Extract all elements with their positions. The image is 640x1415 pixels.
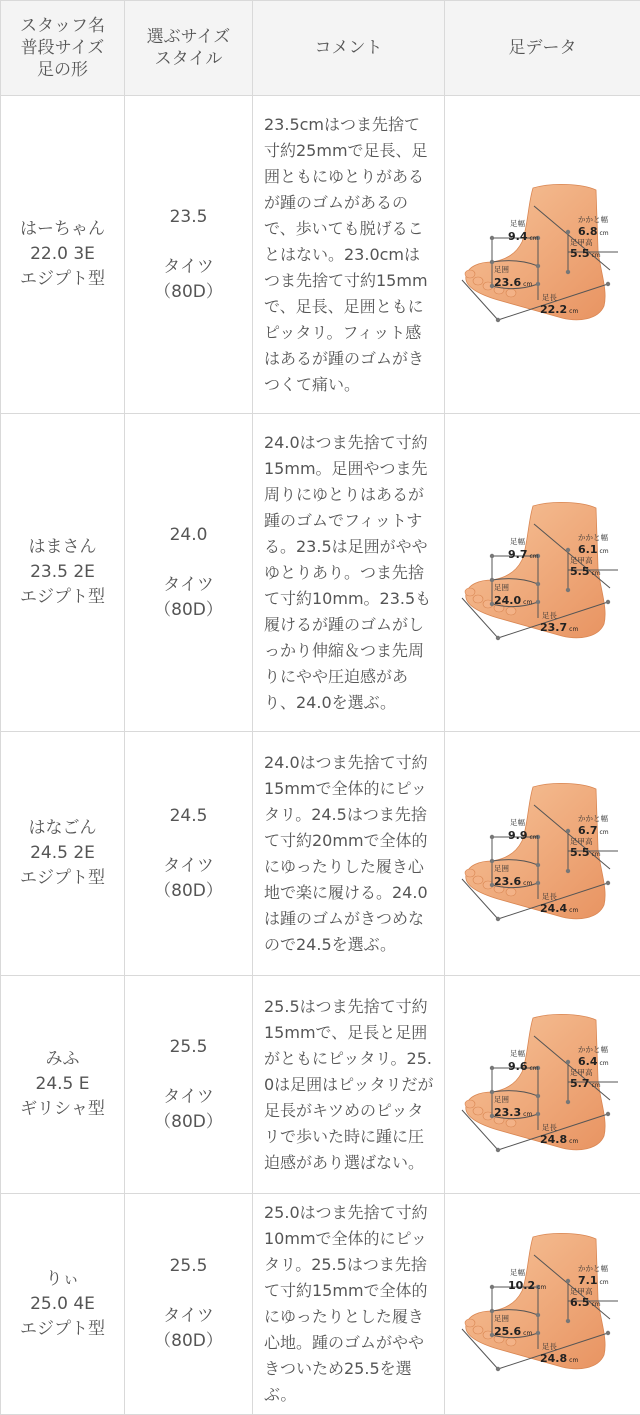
style-label: タイツ （80D） [129,573,248,623]
size-style-cell [125,414,253,732]
table-row [1,732,640,976]
width-label: 足幅 [510,1048,525,1058]
foot-diagram [458,498,628,648]
length-value: 24.8 cm [540,1133,578,1146]
width-value: 9.4 cm [508,230,539,243]
length-label: 足長 [542,611,557,620]
heel-label: かかと幅 [578,1044,608,1054]
girth-label: 足囲 [494,265,509,274]
table-row [1,1194,640,1415]
length-label: 足長 [542,1342,557,1351]
instep-value: 6.5 cm [570,1296,601,1309]
girth-value: 23.3 cm [494,1106,532,1119]
size-style-cell [125,732,253,976]
chosen-size: 25.5 [129,1035,248,1060]
heel-label: かかと幅 [578,532,608,542]
staff-name-cell: はなごん 24.5 2E エジプト型 [1,732,125,976]
style-label: タイツ （80D） [129,1085,248,1135]
style-label: タイツ （80D） [129,854,248,904]
foot-data-cell [445,732,640,976]
length-value: 24.4 cm [540,902,578,915]
length-value: 23.7 cm [540,621,578,634]
length-value: 22.2 cm [540,303,578,316]
heel-value: 7.1 cm [578,1274,609,1287]
header-size: 選ぶサイズ スタイル [125,1,253,96]
foot-diagram [458,1010,628,1160]
comment-cell: 23.5cmはつま先捨て寸約25mmで足長、足囲ともにゆとりがあるが踵のゴムがあるので、歩いても脱げることはない。23.0cmはつま先捨て寸約15mmで、足長、足囲ともにピッタリ。フィット感はあるが踵のゴムがきつくて痛い。 [253,96,445,414]
staff-name-cell: りぃ 25.0 4E エジプト型 [1,1194,125,1415]
chosen-size: 23.5 [129,205,248,230]
table-row [1,414,640,732]
staff-name-cell: はーちゃん 22.0 3E エジプト型 [1,96,125,414]
chosen-size: 24.0 [129,523,248,548]
foot-diagram [458,1229,628,1379]
staff-name-cell: はまさん 23.5 2E エジプト型 [1,414,125,732]
girth-label: 足囲 [494,1095,509,1104]
girth-value: 23.6 cm [494,276,532,289]
comment-cell: 24.0はつま先捨て寸約15mm。足囲やつま先周りにゆとりはあるが踵のゴムでフィットする。23.5は足囲がややゆとりあり。つま先捨て寸約10mm。23.5も履けるが踵のゴムがしっかり伸縮＆つま先周りにやや圧迫感があり、24.0を選ぶ。 [253,414,445,732]
girth-value: 25.6 cm [494,1325,532,1338]
header-name: スタッフ名 普段サイズ 足の形 [1,1,125,96]
girth-value: 23.6 cm [494,875,532,888]
header-comment: コメント [253,1,445,96]
foot-data-cell [445,1194,640,1415]
chosen-size: 24.5 [129,804,248,829]
instep-value: 5.5 cm [570,247,601,260]
heel-label: かかと幅 [578,214,608,224]
heel-value: 6.7 cm [578,824,609,837]
width-label: 足幅 [510,536,525,546]
comment-cell: 25.0はつま先捨て寸約10mmで全体的にピッタリ。25.5はつま先捨て寸約15mmで全体的にゆったりとした履き心地。踵のゴムがややきついため25.5を選ぶ。 [253,1194,445,1415]
heel-value: 6.8 cm [578,225,609,238]
width-value: 10.2 cm [508,1279,546,1292]
size-style-cell [125,1194,253,1415]
table-row [1,976,640,1194]
girth-value: 24.0 cm [494,594,532,607]
instep-value: 5.5 cm [570,565,601,578]
chosen-size: 25.5 [129,1254,248,1279]
width-value: 9.9 cm [508,829,539,842]
foot-diagram [458,180,628,330]
instep-value: 5.5 cm [570,846,601,859]
length-label: 足長 [542,293,557,302]
length-label: 足長 [542,1123,557,1132]
instep-label: 足甲高 [570,1286,593,1296]
style-label: タイツ （80D） [129,1304,248,1354]
size-style-cell [125,96,253,414]
instep-label: 足甲高 [570,1067,593,1077]
foot-data-cell [445,976,640,1194]
girth-label: 足囲 [494,1314,509,1323]
size-style-cell [125,976,253,1194]
width-label: 足幅 [510,817,525,827]
comment-cell: 25.5はつま先捨て寸約15mmで、足長と足囲がともにピッタリ。25.0は足囲はピッタリだが足長がキツめのピッタリで歩いた時に踵に圧迫感があり選ばない。 [253,976,445,1194]
heel-label: かかと幅 [578,1263,608,1273]
width-value: 9.7 cm [508,548,539,561]
width-value: 9.6 cm [508,1060,539,1073]
comment-cell: 24.0はつま先捨て寸約15mmで全体的にピッタリ。24.5はつま先捨て寸約20mmで全体的にゆったりした履き心地で楽に履ける。24.0は踵のゴムがきつめなので24.5を選ぶ。 [253,732,445,976]
foot-diagram [458,779,628,929]
heel-value: 6.4 cm [578,1055,609,1068]
length-label: 足長 [542,892,557,901]
foot-data-cell [445,414,640,732]
instep-label: 足甲高 [570,237,593,247]
header-foot: 足データ [445,1,640,96]
width-label: 足幅 [510,218,525,228]
foot-data-cell [445,96,640,414]
girth-label: 足囲 [494,583,509,592]
instep-value: 5.7 cm [570,1077,601,1090]
heel-label: かかと幅 [578,813,608,823]
header-row [1,1,640,96]
length-value: 24.8 cm [540,1352,578,1365]
heel-value: 6.1 cm [578,543,609,556]
width-label: 足幅 [510,1267,525,1277]
table-row [1,96,640,414]
instep-label: 足甲高 [570,555,593,565]
staff-name-cell: みふ 24.5 E ギリシャ型 [1,976,125,1194]
instep-label: 足甲高 [570,836,593,846]
girth-label: 足囲 [494,864,509,873]
style-label: タイツ （80D） [129,255,248,305]
